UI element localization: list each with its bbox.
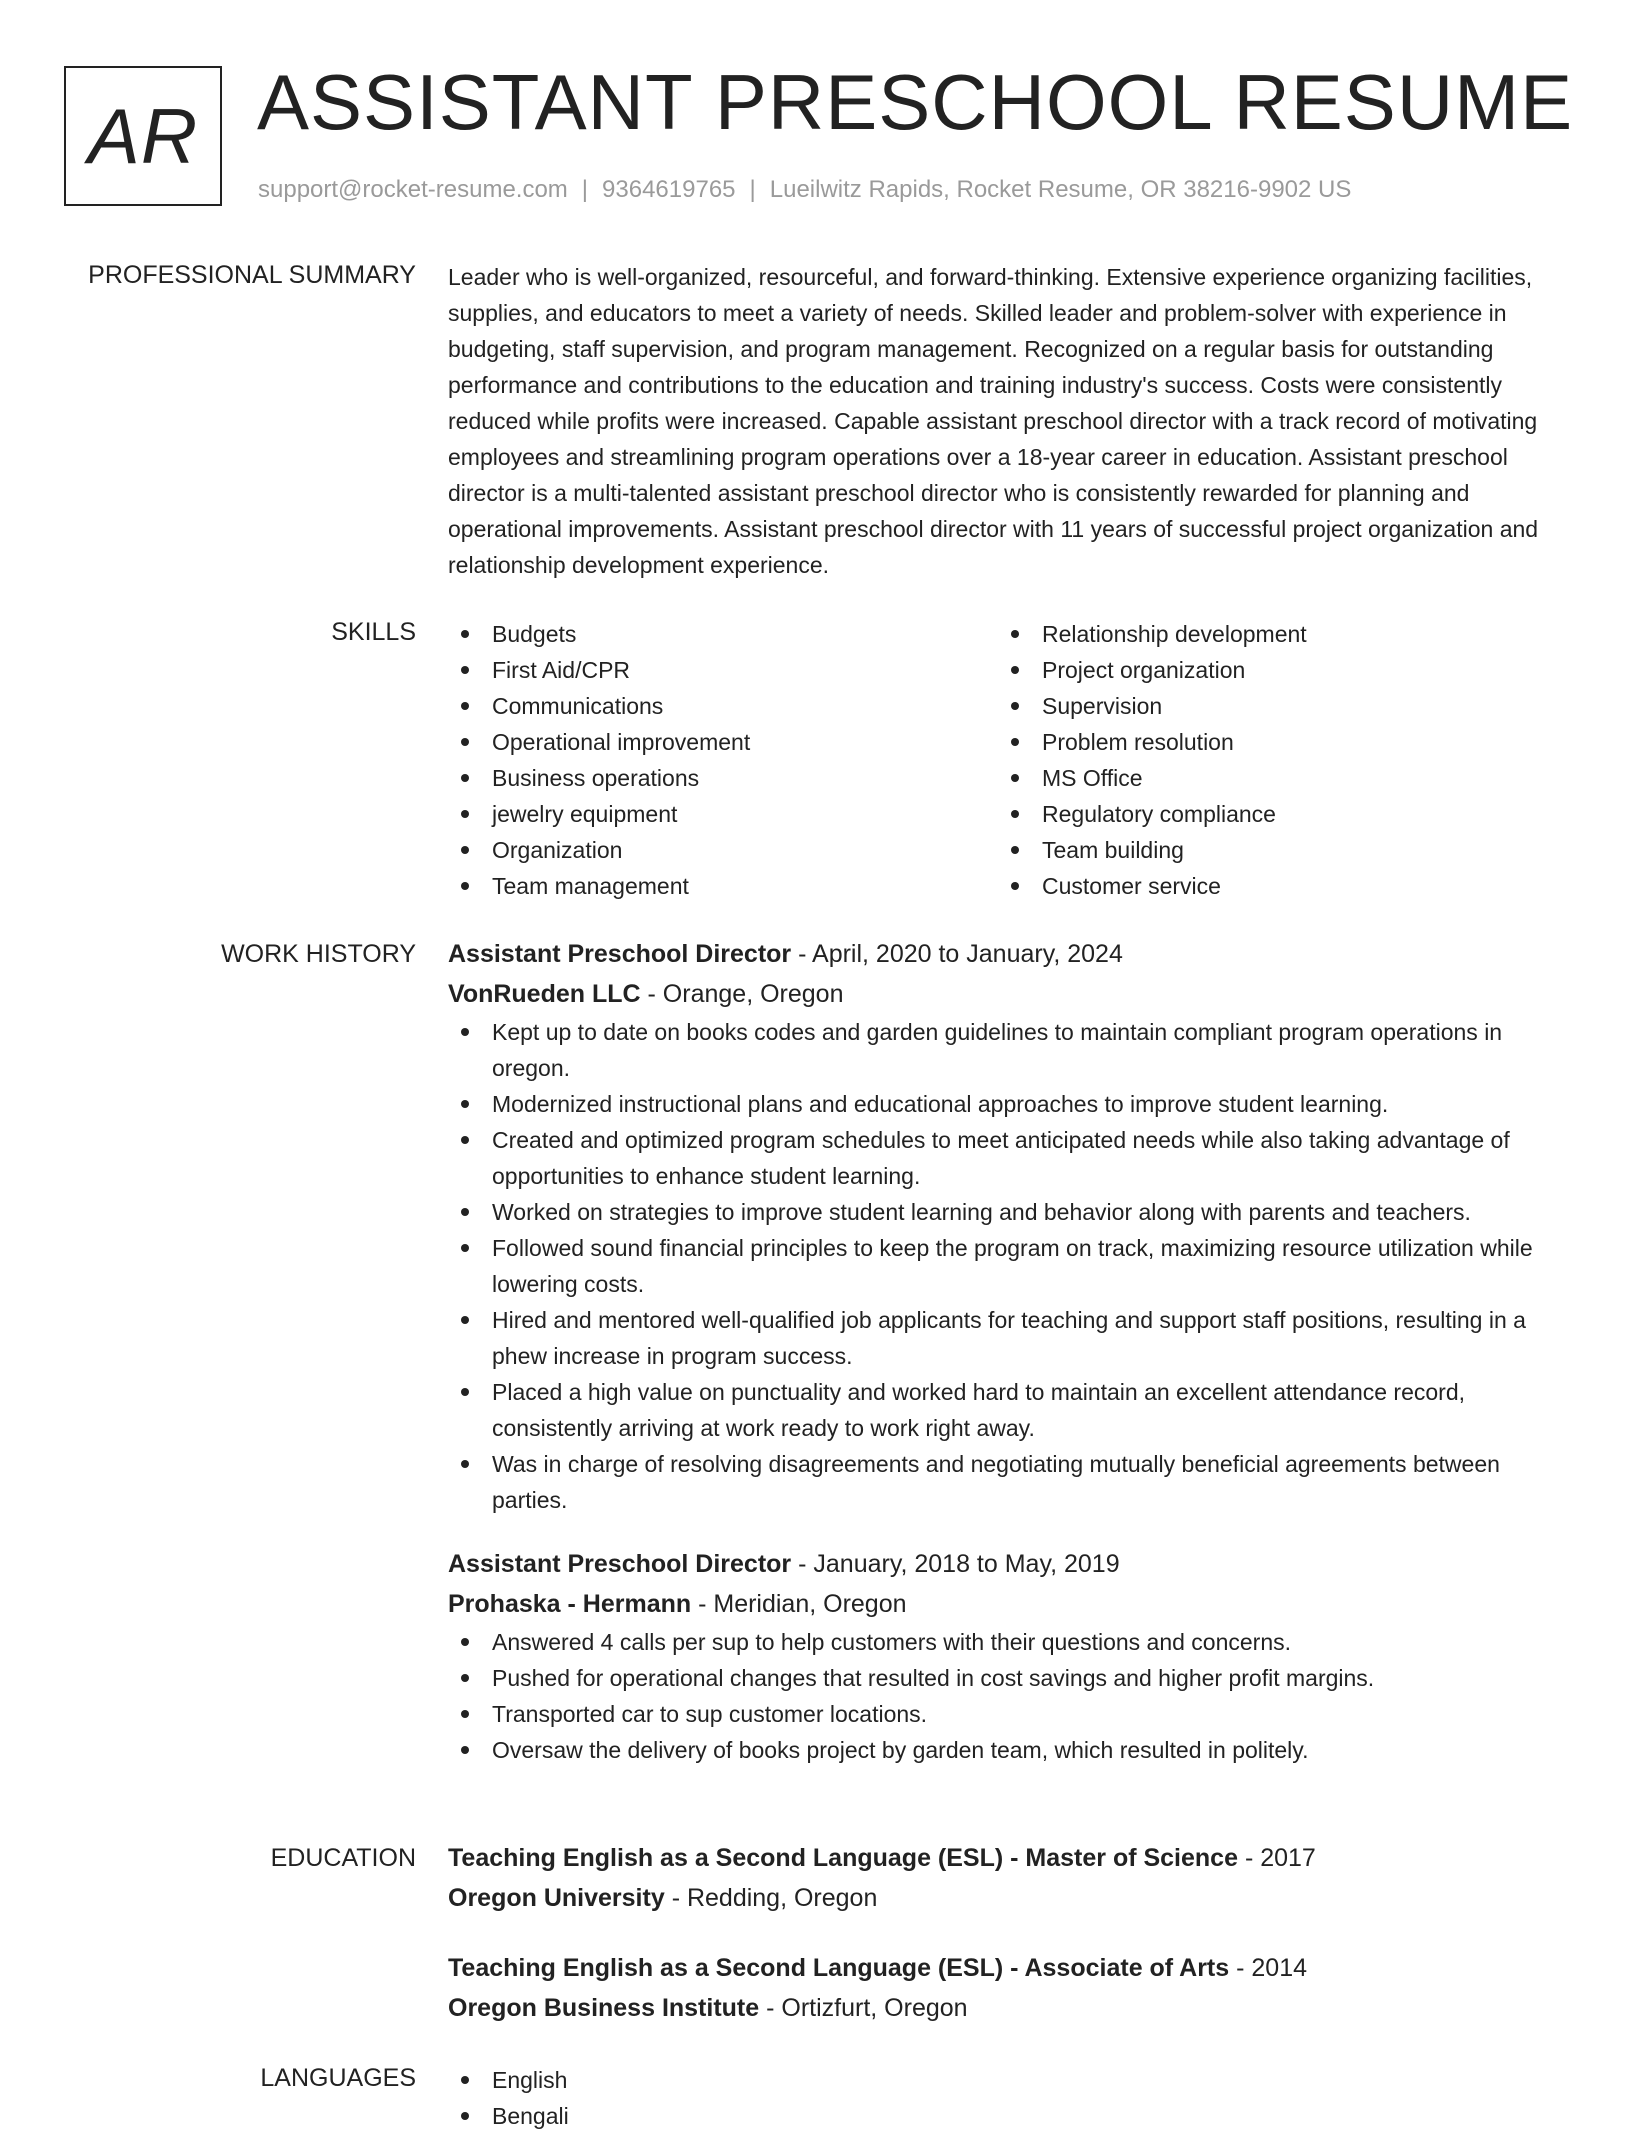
skill-item: Communications [448, 688, 998, 724]
skill-item: MS Office [998, 760, 1548, 796]
job-bullet: Oversaw the delivery of books project by garden team, which resulted in politely. [448, 1732, 1568, 1768]
skill-item: Operational improvement [448, 724, 998, 760]
skill-item: Team management [448, 868, 998, 904]
skill-item: Customer service [998, 868, 1548, 904]
job-bullets [448, 1014, 1568, 1518]
contact-address: Lueilwitz Rapids, Rocket Resume, OR 38216-9902 US [769, 176, 1352, 203]
education-location: - Ortizfurt, Oregon [766, 1994, 968, 2022]
contact-separator: | [749, 176, 756, 203]
education-school-line [448, 1878, 1568, 1918]
page-title: ASSISTANT PRESCHOOL RESUME [257, 58, 1574, 146]
job-location: - Orange, Oregon [647, 980, 844, 1008]
monogram-logo [64, 66, 222, 206]
job-title: Assistant Preschool Director [448, 1550, 792, 1578]
job-bullet: Placed a high value on punctuality and worked hard to maintain an excellent attendance record, consistently arriving at work ready to work right away. [448, 1374, 1568, 1446]
skill-item: First Aid/CPR [448, 652, 998, 688]
contact-separator: | [581, 176, 589, 203]
language-item: Bengali [448, 2098, 1568, 2134]
skill-item: Team building [998, 832, 1548, 868]
education-degree: Teaching English as a Second Language (ESL) - Associate of Arts [448, 1954, 1230, 1982]
section-label-languages: LANGUAGES [260, 2064, 416, 2092]
job-bullets [448, 1624, 1568, 1768]
job-bullet: Created and optimized program schedules to meet anticipated needs while also taking advantage of opportunities to enhance student learning. [448, 1122, 1568, 1194]
skill-item: Problem resolution [998, 724, 1548, 760]
job-location: - Meridian, Oregon [698, 1590, 907, 1618]
job-title: Assistant Preschool Director [448, 940, 792, 968]
education-school-line [448, 1988, 1568, 2028]
job-bullet: Hired and mentored well-qualified job applicants for teaching and support staff positions, resulting in a phew increase in program success. [448, 1302, 1568, 1374]
monogram-initials: AR [87, 91, 199, 180]
skill-item: Business operations [448, 760, 998, 796]
education-school: Oregon University [448, 1884, 665, 1912]
job-bullet: Worked on strategies to improve student learning and behavior along with parents and teachers. [448, 1194, 1568, 1230]
skills-list-left [448, 616, 998, 904]
job-bullet: Modernized instructional plans and educational approaches to improve student learning. [448, 1086, 1568, 1122]
education-year: - 2014 [1236, 1954, 1308, 1982]
job-dates: - April, 2020 to January, 2024 [798, 940, 1123, 968]
contact-email[interactable]: support@rocket-resume.com [258, 176, 568, 203]
job-entry [448, 934, 1568, 1518]
job-bullet: Kept up to date on books codes and garden guidelines to maintain compliant program operations in oregon. [448, 1014, 1568, 1086]
education-heading [448, 1948, 1568, 1988]
section-label-work: WORK HISTORY [221, 940, 416, 968]
skills-list-right [998, 616, 1548, 904]
section-label-summary: PROFESSIONAL SUMMARY [88, 261, 416, 289]
summary-text: Leader who is well-organized, resourceful, and forward-thinking. Extensive experience organizing facilities, supplies, and educators to meet a variety of needs. Skilled leader and problem-solver with experience in budgeting, staff supervision, and program management. Recognized on a regular basis for outstanding performance and contributions to the education and training industry's success. Costs were consistently reduced while profits were increased. Capable assistant preschool director with a track record of motivating employees and streamlining program operations over a 18-year career in education. Assistant preschool director is a multi-talented assistant preschool director who is consistently rewarded for planning and operational improvements. Assistant preschool director with 11 years of successful project organization and relationship development experience. [448, 264, 1539, 578]
job-bullet: Transported car to sup customer locations. [448, 1696, 1568, 1732]
education-year: - 2017 [1244, 1844, 1316, 1872]
job-company-line [448, 974, 1568, 1014]
skill-item: Supervision [998, 688, 1548, 724]
contact-phone[interactable]: 9364619765 [602, 176, 736, 203]
job-company: Prohaska - Hermann [448, 1590, 692, 1618]
job-entry [448, 1544, 1568, 1768]
skill-item: jewelry equipment [448, 796, 998, 832]
section-label-education: EDUCATION [270, 1844, 416, 1872]
job-company-line [448, 1584, 1568, 1624]
skill-item: Relationship development [998, 616, 1548, 652]
skill-item: Budgets [448, 616, 998, 652]
skill-item: Organization [448, 832, 998, 868]
contact-line [258, 174, 1351, 206]
section-label-skills: SKILLS [331, 618, 416, 646]
job-dates: - January, 2018 to May, 2019 [798, 1550, 1120, 1578]
job-bullet: Answered 4 calls per sup to help customers with their questions and concerns. [448, 1624, 1568, 1660]
language-item: English [448, 2062, 1568, 2098]
education-heading [448, 1838, 1568, 1878]
job-bullet: Pushed for operational changes that resulted in cost savings and higher profit margins. [448, 1660, 1568, 1696]
education-degree: Teaching English as a Second Language (ESL) - Master of Science [448, 1844, 1238, 1872]
education-entry [448, 1948, 1568, 2028]
job-bullet: Followed sound financial principles to keep the program on track, maximizing resource utilization while lowering costs. [448, 1230, 1568, 1302]
job-heading [448, 934, 1568, 974]
education-location: - Redding, Oregon [671, 1884, 878, 1912]
languages-list [448, 2062, 1568, 2134]
job-company: VonRueden LLC [448, 980, 641, 1008]
job-bullet: Was in charge of resolving disagreements and negotiating mutually beneficial agreements between parties. [448, 1446, 1568, 1518]
education-school: Oregon Business Institute [448, 1994, 760, 2022]
education-entry [448, 1838, 1568, 1918]
skill-item: Project organization [998, 652, 1548, 688]
skill-item: Regulatory compliance [998, 796, 1548, 832]
job-heading [448, 1544, 1568, 1584]
